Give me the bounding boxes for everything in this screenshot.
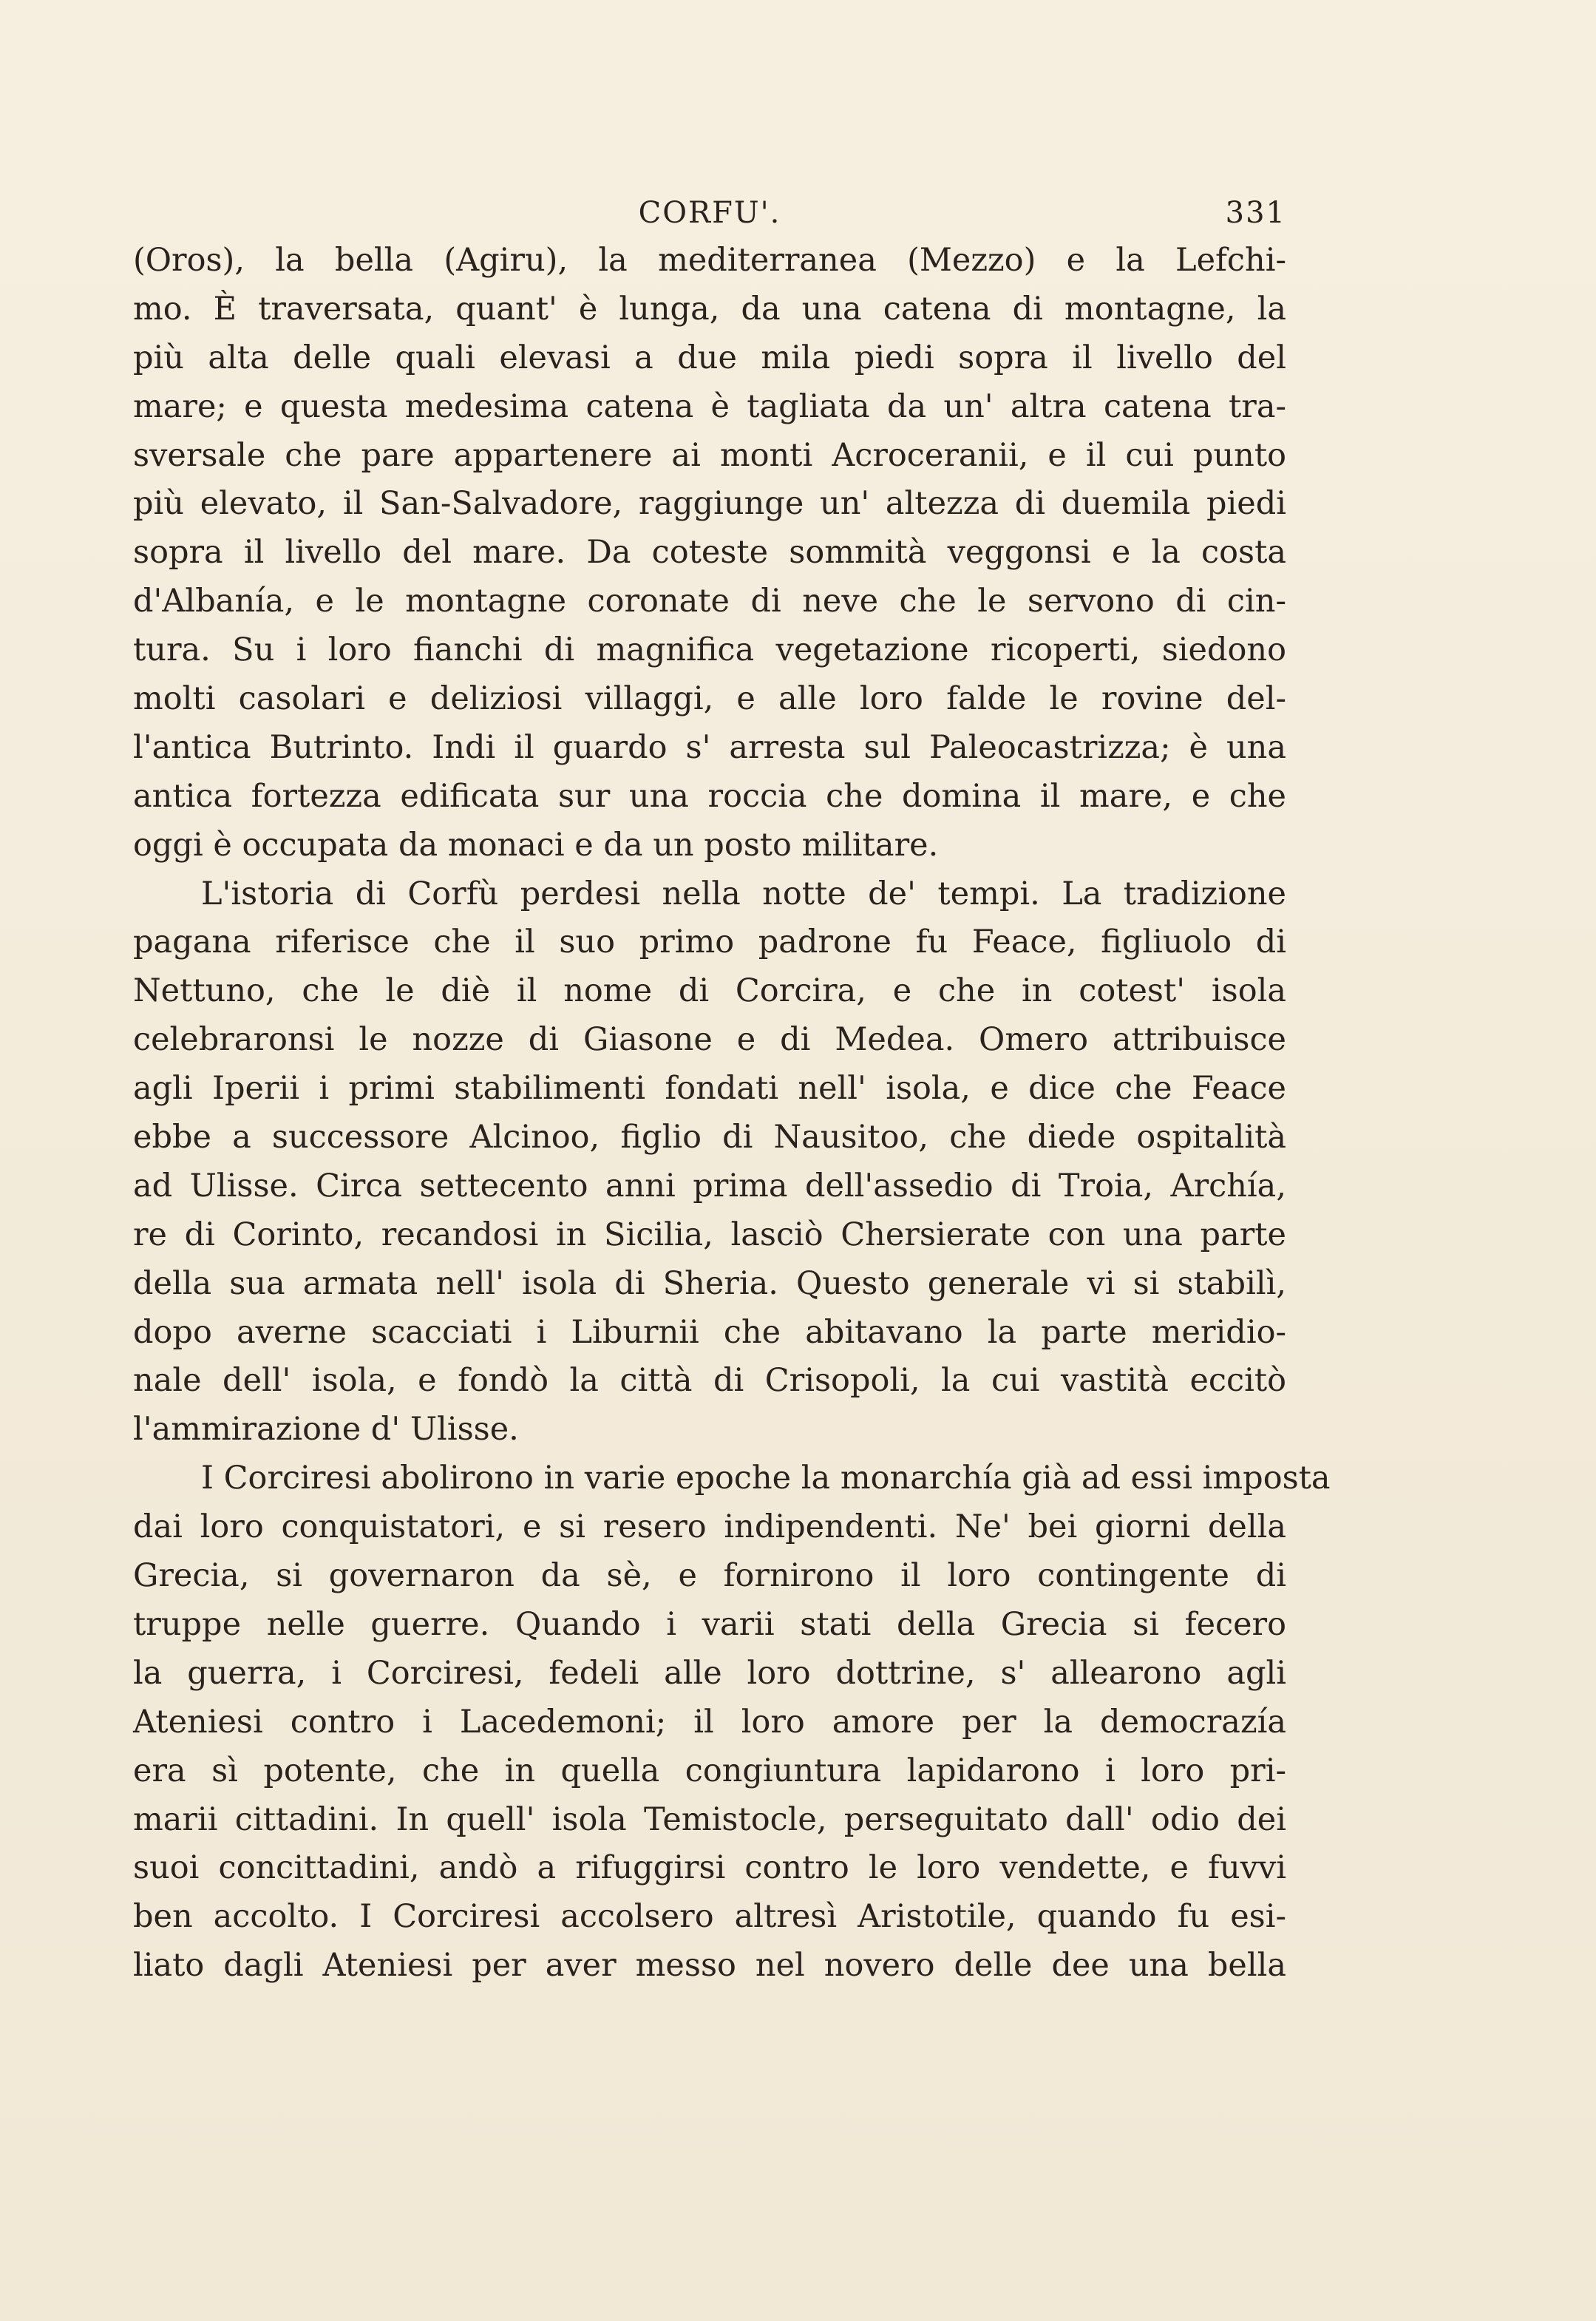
text-line: pagana riferisce che il suo primo padrone fu Feace, figliuolo di xyxy=(133,924,1286,961)
text-line: Grecia, si governaron da sè, e fornirono il loro contingente di xyxy=(133,1557,1286,1595)
text-line: più elevato, il San-Salvadore, raggiunge un' altezza di duemila piedi xyxy=(133,485,1286,523)
text-line: dopo averne scacciati i Liburnii che abitavano la parte meridio- xyxy=(133,1313,1286,1351)
text-line: ben accolto. I Corciresi accolsero altresì Aristotile, quando fu esi- xyxy=(133,1898,1286,1936)
text-line: sopra il livello del mare. Da coteste sommità veggonsi e la costa xyxy=(133,534,1286,572)
page-header xyxy=(133,191,1286,235)
text-line: d'Albanía, e le montagne coronate di neve che le servono di cin- xyxy=(133,583,1286,620)
text-line: nale dell' isola, e fondò la città di Crisopoli, la cui vastità eccitò xyxy=(133,1362,1286,1400)
running-head: CORFU'. xyxy=(638,196,781,230)
text-line: oggi è occupata da monaci e da un posto militare. xyxy=(133,826,939,864)
text-line: agli Iperii i primi stabilimenti fondati nell' isola, e dice che Feace xyxy=(133,1070,1286,1108)
text-line: celebraronsi le nozze di Giasone e di Medea. Omero attribuisce xyxy=(133,1021,1286,1059)
body-text xyxy=(133,237,1331,1990)
text-line: la guerra, i Corciresi, fedeli alle loro dottrine, s' allearono agli xyxy=(133,1654,1286,1692)
text-line: l'ammirazione d' Ulisse. xyxy=(133,1411,519,1448)
text-line: ad Ulisse. Circa settecento anni prima dell'assedio di Troia, Archía, xyxy=(133,1167,1286,1204)
text-line: sversale che pare appartenere ai monti Acroceranii, e il cui punto xyxy=(133,436,1286,474)
text-line: I Corciresi abolirono in varie epoche la monarchía già ad essi imposta xyxy=(201,1460,1331,1497)
text-line: l'antica Butrinto. Indi il guardo s' arresta sul Paleocastrizza; è una xyxy=(133,728,1286,766)
text-line: della sua armata nell' isola di Sheria. Questo generale vi si stabilì, xyxy=(133,1264,1286,1302)
text-line: truppe nelle guerre. Quando i varii stati della Grecia si fecero xyxy=(133,1605,1286,1643)
text-line: era sì potente, che in quella congiuntura lapidarono i loro pri- xyxy=(133,1752,1286,1789)
text-line: molti casolari e deliziosi villaggi, e alle loro falde le rovine del- xyxy=(133,680,1286,718)
text-line: mo. È traversata, quant' è lunga, da una catena di montagne, la xyxy=(133,290,1286,328)
text-line: Ateniesi contro i Lacedemoni; il loro amore per la democrazía xyxy=(133,1703,1286,1741)
text-line: suoi concittadini, andò a rifuggirsi contro le loro vendette, e fuvvi xyxy=(133,1849,1286,1887)
text-line: L'istoria di Corfù perdesi nella notte de' tempi. La tradizione xyxy=(201,875,1286,912)
text-line: dai loro conquistatori, e si resero indipendenti. Ne' bei giorni della xyxy=(133,1508,1286,1546)
text-line: tura. Su i loro fianchi di magnifica vegetazione ricoperti, siedono xyxy=(133,631,1286,669)
page-number: 331 xyxy=(1225,196,1286,230)
text-line: più alta delle quali elevasi a due mila piedi sopra il livello del xyxy=(133,339,1286,376)
text-line: ebbe a successore Alcinoo, figlio di Nausitoo, che diede ospitalità xyxy=(133,1119,1286,1156)
text-line: marii cittadini. In quell' isola Temistocle, perseguitato dall' odio dei xyxy=(133,1800,1286,1838)
text-line: liato dagli Ateniesi per aver messo nel novero delle dee una bella xyxy=(133,1947,1286,1985)
text-line: re di Corinto, recandosi in Sicilia, lasciò Chersierate con una parte xyxy=(133,1216,1286,1253)
text-line: antica fortezza edificata sur una roccia che domina il mare, e che xyxy=(133,777,1286,815)
text-line: (Oros), la bella (Agiru), la mediterranea (Mezzo) e la Lefchi- xyxy=(133,242,1286,279)
text-line: Nettuno, che le diè il nome di Corcira, e che in cotest' isola xyxy=(133,972,1286,1010)
text-line: mare; e questa medesima catena è tagliata da un' altra catena tra- xyxy=(133,387,1286,425)
